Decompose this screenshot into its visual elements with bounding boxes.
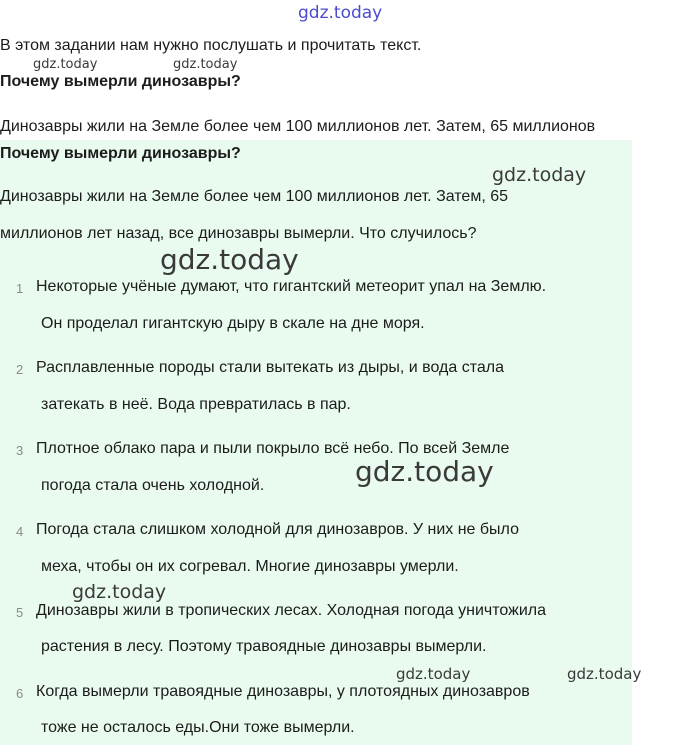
preview-line: Динозавры жили на Земле более чем 100 миллионов лет. Затем, 65 миллионов — [0, 118, 596, 135]
watermark: gdz.today — [72, 581, 167, 603]
watermark: gdz.today — [567, 665, 642, 683]
item-line-2: растения в лесу. Поэтому травоядные динозавры вымерли. — [41, 638, 487, 655]
watermark: gdz.today — [160, 243, 299, 276]
item-line-2: тоже не осталось еды.Они тоже вымерли. — [41, 719, 355, 736]
item-number: 2 — [16, 362, 24, 377]
item-number: 6 — [16, 686, 24, 701]
item-line-1: Некоторые учёные думают, что гигантский метеорит упал на Землю. — [36, 278, 547, 295]
item-number: 4 — [16, 524, 24, 539]
item-number: 3 — [16, 443, 24, 458]
item-line-2: затекать в неё. Вода превратилась в пар. — [41, 396, 351, 413]
card-heading: Почему вымерли динозавры? — [0, 145, 241, 162]
item-line-1: Плотное облако пара и пыли покрыло всё небо. По всей Земле — [36, 440, 510, 457]
card-lead-line-2: миллионов лет назад, все динозавры вымерли. Что случилось? — [0, 225, 477, 242]
watermark: gdz.today — [298, 3, 383, 23]
watermark: gdz.today — [355, 455, 494, 488]
item-line-1: Расплавленные породы стали вытекать из дыры, и вода стала — [36, 359, 504, 376]
watermark: gdz.today — [173, 57, 238, 72]
item-line-1: Когда вымерли травоядные динозавры, у плотоядных динозавров — [36, 683, 530, 700]
item-number: 1 — [16, 281, 24, 296]
page-heading: Почему вымерли динозавры? — [0, 73, 241, 90]
item-line-2: погода стала очень холодной. — [41, 477, 265, 494]
watermark: gdz.today — [492, 164, 587, 186]
card-lead-line-1: Динозавры жили на Земле более чем 100 миллионов лет. Затем, 65 — [0, 188, 509, 205]
item-line-1: Погода стала слишком холодной для динозавров. У них не было — [36, 521, 519, 538]
intro-text: В этом задании нам нужно послушать и прочитать текст. — [0, 37, 422, 54]
item-number: 5 — [16, 605, 24, 620]
watermark: gdz.today — [33, 57, 98, 72]
item-line-2: Он проделал гигантскую дыру в скале на дне моря. — [41, 315, 425, 332]
item-line-1: Динозавры жили в тропических лесах. Холодная погода уничтожила — [36, 602, 546, 619]
item-line-2: меха, чтобы он их согревал. Многие динозавры умерли. — [41, 558, 459, 575]
watermark: gdz.today — [396, 665, 471, 683]
